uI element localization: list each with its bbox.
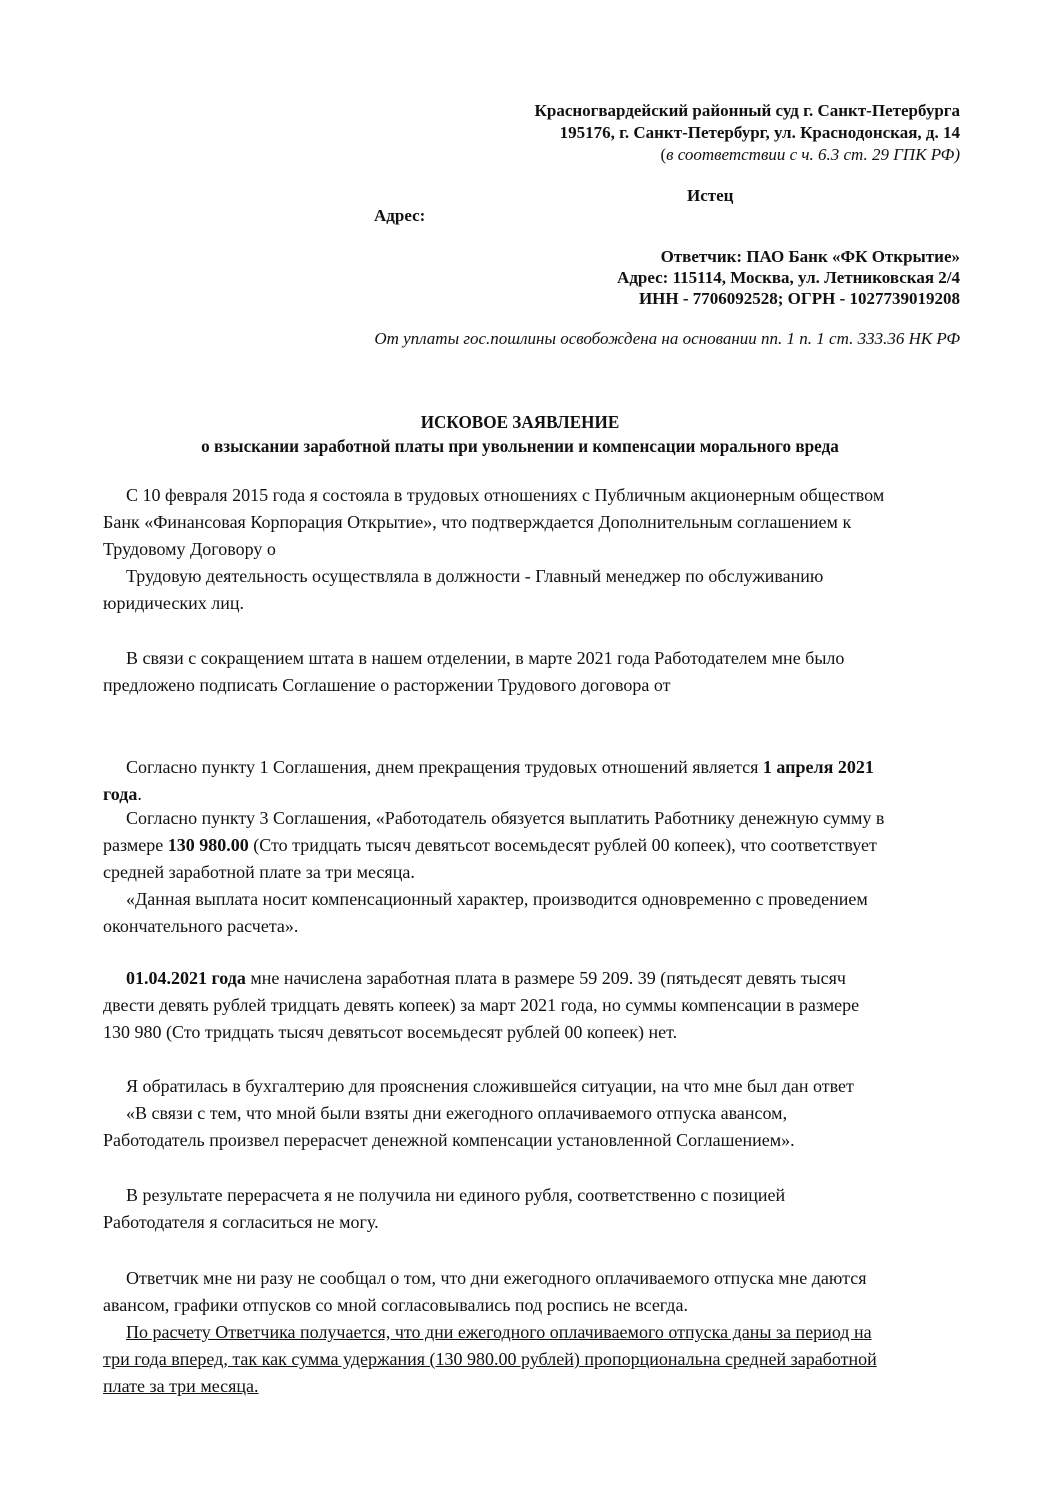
p4-line1-text: Согласно пункту 1 Соглашения, днем прекращения трудовых отношений является [126,757,763,777]
p1-line2: Банк «Финансовая Корпорация Открытие», что подтверждается Дополнительным соглашением к [103,512,852,532]
p9-line1: В результате перерасчета я не получила ни единого рубля, соответственно с позицией [126,1185,786,1205]
p3-line2: предложено подписать Соглашение о расторжении Трудового договора от [103,675,671,695]
p11-line2: три года вперед, так как сумма удержания (130 980.00 рублей) пропорциональна средней заработной [103,1349,877,1369]
court-note [660,144,960,165]
p5-line2-a: размере [103,835,168,855]
p5-amount-bold: 130 980.00 [167,835,249,855]
p7-line1-text: мне начислена заработная плата в размере 59 209. 39 (пятьдесят девять тысяч [245,968,846,988]
p11-line3: плате за три месяца. [103,1376,259,1396]
p1-line1: С 10 февраля 2015 года я состояла в трудовых отношениях с Публичным акционерным обществом [126,485,885,505]
p4-line1 [126,754,874,781]
plaintiff-address-label: Адрес: [374,206,426,225]
p9-line2: Работодателя я согласиться не могу. [103,1212,379,1232]
p5-line2 [103,832,877,859]
p8-line1: Я обратилась в бухгалтерию для прояснения сложившейся ситуации, на что мне был дан ответ [126,1076,854,1096]
defendant-ids: ИНН - 7706092528; ОГРН - 1027739019208 [638,289,960,308]
p8-line3: Работодатель произвел перерасчет денежной компенсации установленной Соглашением». [103,1130,795,1150]
p5-line3: средней заработной плате за три месяца. [103,862,415,882]
defendant-address: Адрес: 115114, Москва, ул. Летниковская 2/4 [617,268,960,287]
p10-line2: авансом, графики отпусков со мной согласовывались под роспись не всегда. [103,1295,688,1315]
p6-line1: «Данная выплата носит компенсационный характер, производится одновременно с проведением [126,889,868,909]
document-subtitle: о взыскании заработной платы при увольнении и компенсации морального вреда [201,436,839,456]
p5-line2-c: (Сто тридцать тысяч девятьсот восемьдесят рублей 00 копеек), что соответствует [248,835,877,855]
p4-date-bold: 1 апреля 2021 [762,757,874,777]
p4-year-bold: года [103,784,138,804]
p6-line2: окончательного расчета». [103,916,299,936]
p4-line2 [103,781,142,808]
p8-line2: «В связи с тем, что мной были взяты дни ежегодного оплачиваемого отпуска авансом, [126,1103,788,1123]
court-note-paren: ( [660,145,667,164]
p7-line2: двести девять рублей тридцать девять копеек) за март 2021 года, но суммы компенсации в размере [103,995,860,1015]
court-address: 195176, г. Санкт-Петербург, ул. Краснодонская, д. 14 [559,123,960,142]
p7-date-bold: 01.04.2021 года [126,968,246,988]
p5-line1: Согласно пункту 3 Соглашения, «Работодатель обязуется выплатить Работнику денежную сумму в [126,808,885,828]
document-title: ИСКОВОЕ ЗАЯВЛЕНИЕ [420,412,620,432]
plaintiff-label: Истец [687,186,734,205]
defendant-name: Ответчик: ПАО Банк «ФК Открытие» [660,247,960,266]
court-note-text: в соответствии с ч. 6.3 ст. 29 ГПК РФ) [666,145,960,164]
p7-line3: 130 980 (Сто тридцать тысяч девятьсот восемьдесят рублей 00 копеек) нет. [103,1022,678,1042]
fee-exemption-note: От уплаты гос.пошлины освобождена на основании пп. 1 п. 1 ст. 333.36 НК РФ [374,329,960,348]
p2-line1: Трудовую деятельность осуществляла в должности - Главный менеджер по обслуживанию [126,566,824,586]
p3-line1: В связи с сокращением штата в нашем отделении, в марте 2021 года Работодателем мне было [126,648,845,668]
p2-line2: юридических лиц. [103,593,244,613]
p7-line1 [126,965,846,992]
p10-line1: Ответчик мне ни разу не сообщал о том, что дни ежегодного оплачиваемого отпуска мне даются [126,1268,867,1288]
p1-line3: Трудовому Договору о [103,539,276,559]
p4-period: . [137,784,142,804]
court-name: Красногвардейский районный суд г. Санкт-Петербурга [534,101,960,120]
p11-line1: По расчету Ответчика получается, что дни ежегодного оплачиваемого отпуска даны за период на [126,1322,872,1342]
